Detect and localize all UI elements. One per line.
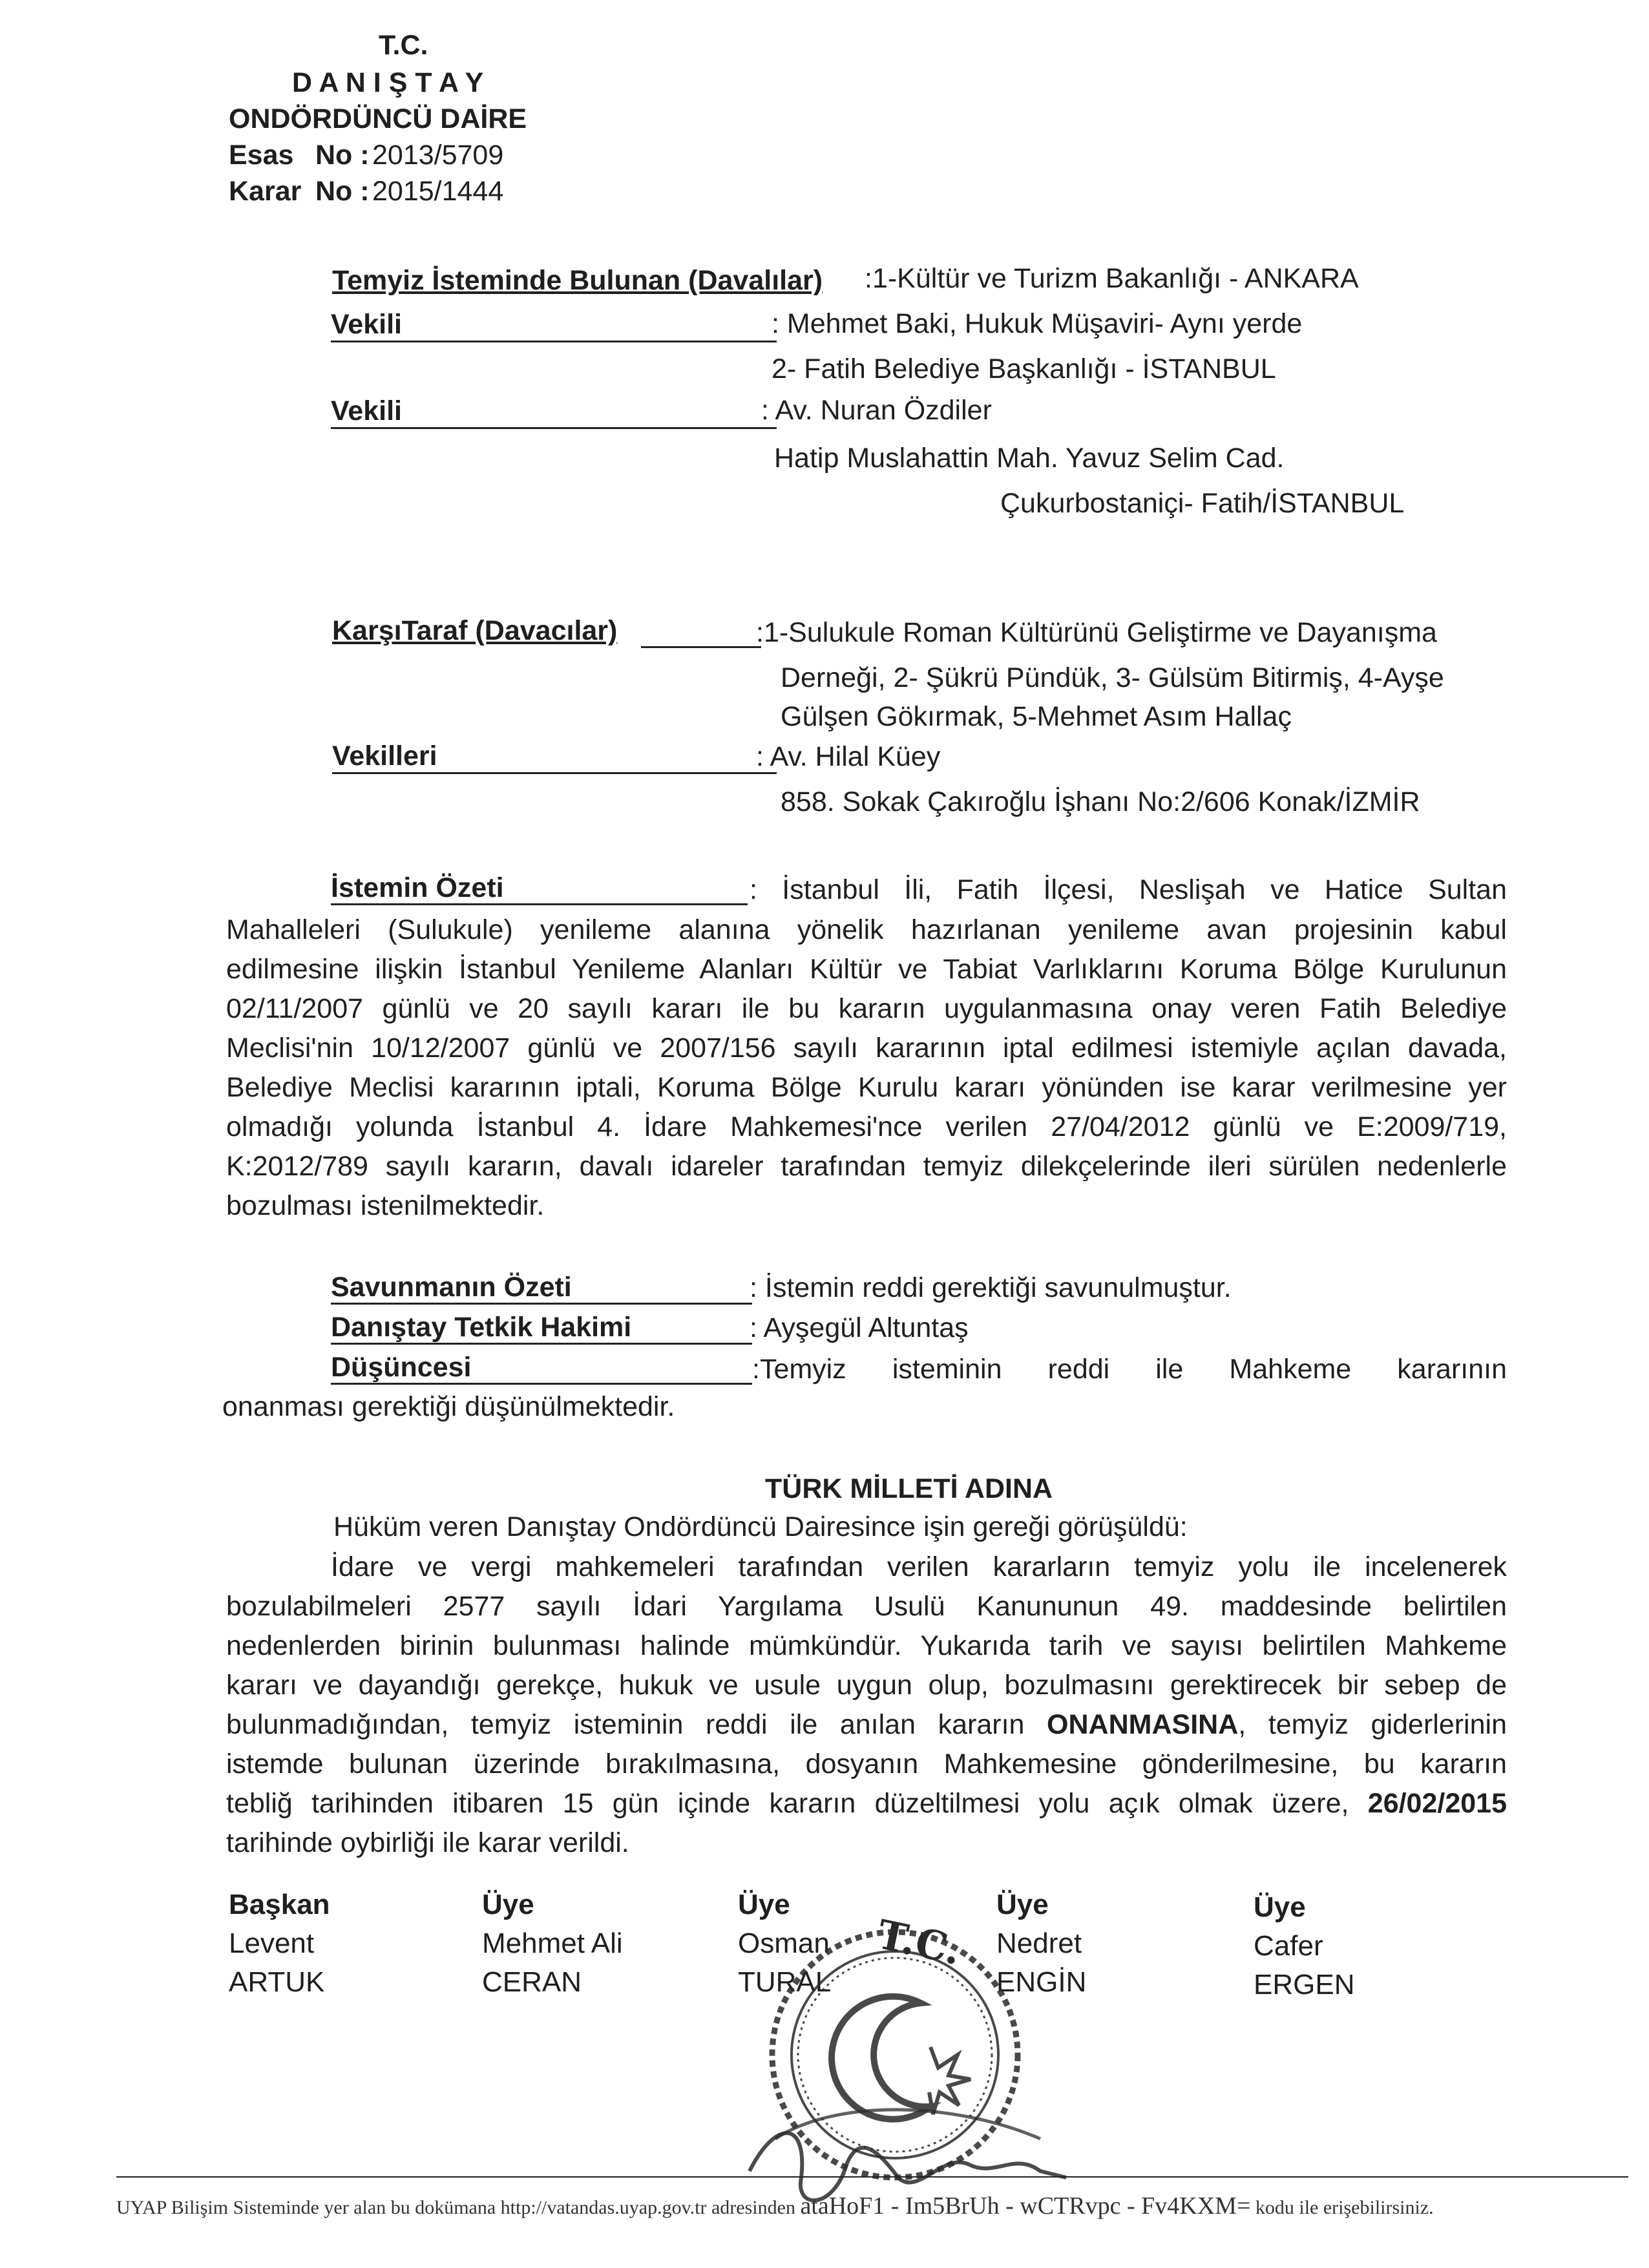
signature-title: Başkan xyxy=(229,1889,330,1920)
ruling-line: İdare ve vergi mahkemeleri tarafından verilen kararların temyiz yolu ile incelenerek xyxy=(331,1551,1507,1582)
signature-first-name: Nedret xyxy=(996,1927,1082,1959)
karar-number: 2015/1444 xyxy=(372,176,504,207)
ruling-date-bold: 26/02/2015 xyxy=(1367,1788,1507,1819)
respondent-attorney-label: Vekilleri xyxy=(332,740,437,772)
onanmasina-bold: ONANMASINA xyxy=(1047,1709,1239,1740)
footer-text xyxy=(116,2192,1434,2220)
attorney-2-address-1: Hatip Muslahattin Mah. Yavuz Selim Cad. xyxy=(774,443,1285,474)
court-name: D A N I Ş T A Y xyxy=(292,67,484,98)
signature-last-name: ERGEN xyxy=(1254,1969,1355,2000)
appellant-1: :1-Kültür ve Turizm Bakanlığı - ANKARA xyxy=(865,263,1359,294)
respondent-label: KarşıTaraf (Davacılar) xyxy=(332,615,618,646)
attorney-2: : Av. Nuran Özdiler xyxy=(761,395,992,426)
attorney-2-address-2: Çukurbostaniçi- Fatih/İSTANBUL xyxy=(1000,488,1405,519)
esas-no-label: No : xyxy=(315,140,370,171)
karar-label: Karar xyxy=(229,176,302,207)
footer-prefix: UYAP Bilişim Sisteminde yer alan bu dokümana http://vatandas.uyap.gov.tr adresinden xyxy=(116,2197,795,2218)
signature-title: Üye xyxy=(1254,1891,1306,1923)
karar-no-label: No : xyxy=(315,176,370,207)
summary-line: Meclisi'nin 10/12/2007 günlü ve 2007/156 sayılı kararının iptal edilmesi istemiyle açılan davada, xyxy=(226,1033,1507,1064)
ruling-line: bozulabilmeleri 2577 sayılı İdari Yargılama Usulü Kanununun 49. maddesinde belirtilen xyxy=(226,1591,1507,1622)
attorney-label-2: Vekili xyxy=(331,395,402,426)
label-rule xyxy=(331,427,777,429)
signature-last-name: ARTUK xyxy=(229,1966,325,1998)
verification-code: ataHoF1 - Im5BrUh - wCTRvpc - Fv4KXM= xyxy=(800,2192,1251,2220)
ruling-line: nedenlerden birinin bulunması halinde mümkündür. Yukarıda tarih ve sayısı belirtilen Mahkeme xyxy=(226,1630,1507,1661)
footer-rule xyxy=(116,2176,1628,2178)
summary-line: edilmesine ilişkin İstanbul Yenileme Alanları Kültür ve Tabiat Varlıklarını Koruma Bölge Kurulunun xyxy=(226,954,1507,985)
respondent-line-1: :1-Sulukule Roman Kültürünü Geliştirme ve Dayanışma xyxy=(756,617,1437,648)
label-rule xyxy=(331,1303,752,1305)
judge-value: : Ayşegül Altuntaş xyxy=(750,1312,969,1343)
summary-line: 02/11/2007 günlü ve 20 sayılı kararı ile bu kararın uygulanmasına onay veren Fatih Belediye xyxy=(226,993,1507,1024)
summary-label: İstemin Özeti xyxy=(331,872,504,903)
summary-text xyxy=(226,910,1507,1226)
signature-column xyxy=(229,1885,330,2002)
appellant-2: 2- Fatih Belediye Başkanlığı - İSTANBUL xyxy=(772,353,1276,384)
ruling-text xyxy=(226,1548,1507,1863)
signature-last-name: TURAL xyxy=(738,1966,832,1998)
attorney-label-1: Vekili xyxy=(331,309,402,340)
footer-suffix: kodu ile erişebilirsiniz. xyxy=(1255,2197,1434,2218)
signature-title: Üye xyxy=(996,1889,1049,1920)
ruling-line xyxy=(226,1705,1507,1745)
signature-first-name: Cafer xyxy=(1254,1930,1323,1962)
label-rule xyxy=(331,903,748,905)
signature-title: Üye xyxy=(738,1889,790,1920)
summary-line: Mahalleleri (Sulukule) yenileme alanına yönelik hazırlanan yenileme avan projesinin kabul xyxy=(226,914,1507,945)
label-rule xyxy=(331,1343,752,1345)
defense-label: Savunmanın Özeti xyxy=(331,1272,572,1303)
svg-text:T.C.: T.C. xyxy=(873,1910,965,1975)
official-seal xyxy=(737,1906,1073,2229)
ruling-intro: Hüküm veren Danıştay Ondördüncü Dairesince işin gereği görüşüldü: xyxy=(333,1511,1188,1542)
chamber-name: ONDÖRDÜNCÜ DAİRE xyxy=(229,103,527,134)
ruling-line: tarihinde oybirliği ile karar verildi. xyxy=(226,1827,629,1858)
judge-label: Danıştay Tetkik Hakimi xyxy=(331,1312,632,1343)
tc-label: T.C. xyxy=(379,30,428,61)
ruling-line: istemde bulunan üzerinde bırakılmasına, dosyanın Mahkemesine gönderilmesine, bu kararın xyxy=(226,1748,1507,1780)
ruling-line xyxy=(226,1784,1507,1823)
summary-line: K:2012/789 sayılı kararın, davalı idareler tarafından temyiz dilekçelerinde ileri sürülen nedenlerle xyxy=(226,1151,1507,1182)
summary-line: bozulması istenilmektedir. xyxy=(226,1190,545,1221)
signature-last-name: ENGİN xyxy=(996,1966,1087,1998)
summary-first-line: : İstanbul İli, Fatih İlçesi, Neslişah ve Hatice Sultan xyxy=(750,874,1507,905)
seal-graphic xyxy=(737,1906,1073,2229)
opinion-second-line: onanması gerektiği düşünülmektedir. xyxy=(222,1391,675,1422)
label-rule xyxy=(331,1383,752,1385)
esas-label: Esas xyxy=(229,140,294,171)
signature-first-name: Mehmet Ali xyxy=(482,1927,623,1959)
respondent-attorney: : Av. Hilal Küey xyxy=(756,741,941,772)
appellant-label: Temyiz İsteminde Bulunan (Davalılar) xyxy=(332,265,823,296)
esas-number: 2013/5709 xyxy=(372,140,504,171)
opinion-label: Düşüncesi xyxy=(331,1352,472,1383)
label-rule xyxy=(641,646,761,648)
ruling-heading: TÜRK MİLLETİ ADINA xyxy=(765,1473,1053,1504)
label-rule xyxy=(331,341,777,342)
signature-column xyxy=(1254,1888,1354,2004)
label-rule xyxy=(332,772,777,774)
signature-column xyxy=(482,1885,623,2002)
signature-first-name: Levent xyxy=(229,1927,315,1959)
opinion-first-line: :Temyiz isteminin reddi ile Mahkeme kararının xyxy=(752,1354,1507,1385)
ruling-line-7-start: tebliğ tarihinden itibaren 15 gün içinde kararın düzeltilmesi yolu açık olmak üzere, xyxy=(226,1788,1349,1819)
signature-first-name: Osman xyxy=(738,1927,830,1959)
respondent-line-3: Gülşen Gökırmak, 5-Mehmet Asım Hallaç xyxy=(781,701,1292,732)
respondent-line-2: Derneği, 2- Şükrü Pündük, 3- Gülsüm Bitirmiş, 4-Ayşe xyxy=(781,662,1444,693)
defense-value: : İstemin reddi gerektiği savunulmuştur. xyxy=(750,1272,1232,1303)
signature-last-name: CERAN xyxy=(482,1966,582,1998)
respondent-attorney-address: 858. Sokak Çakıroğlu İşhanı No:2/606 Konak/İZMİR xyxy=(781,786,1420,817)
ruling-line-5-end: , temyiz giderlerinin xyxy=(1238,1709,1507,1740)
summary-line: olmadığı yolunda İstanbul 4. İdare Mahkemesi'nce verilen 27/04/2012 günlü ve E:2009/719, xyxy=(226,1111,1507,1142)
signature-title: Üye xyxy=(482,1889,534,1920)
ruling-line-5-start: bulunmadığından, temyiz isteminin reddi ile anılan kararın xyxy=(226,1709,1025,1740)
summary-line: Belediye Meclisi kararının iptali, Koruma Bölge Kurulu kararı yönünden ise karar verilmesine yer xyxy=(226,1072,1507,1103)
ruling-line: kararı ve dayandığı gerekçe, hukuk ve usule uygun olup, bozulmasını gerektirecek bir sebep de xyxy=(226,1670,1507,1701)
attorney-1: : Mehmet Baki, Hukuk Müşaviri- Aynı yerde xyxy=(772,308,1303,339)
